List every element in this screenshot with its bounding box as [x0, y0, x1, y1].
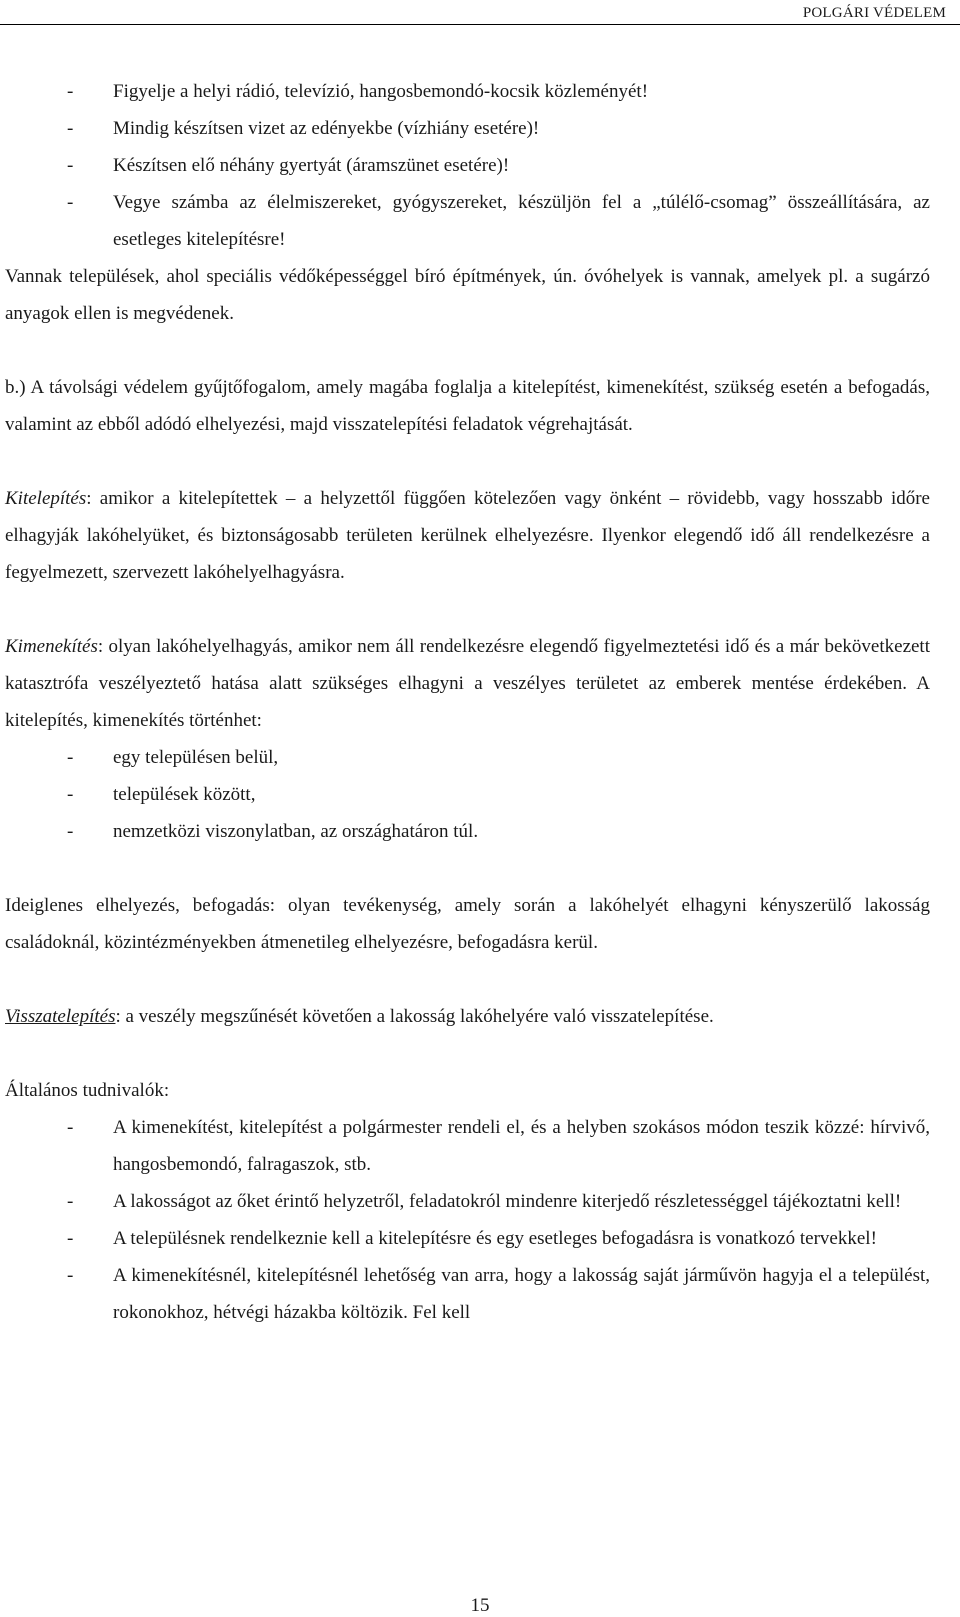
- list-item-text: egy településen belül,: [113, 747, 279, 768]
- list-item-text: Készítsen elő néhány gyertyát (áramszünet esetére)!: [113, 155, 510, 176]
- list-item-text: Figyelje a helyi rádió, televízió, hangosbemondó-kocsik közleményét!: [113, 81, 649, 102]
- kitelepites-text: : amikor a kitelepítettek – a helyzettől függően kötelezően vagy önként – rövidebb, vagy hosszabb időre elhagyják lakóhelyüket, és biztonságosabb területen kerülnek elhelyezésre. Ilyenkor elegendő idő áll rendelkezésre a fegyelmezett, szervezett lakóhelyelhagyásra.: [5, 488, 930, 583]
- list-dash: -: [67, 821, 74, 842]
- list-item: [5, 1220, 930, 1257]
- page-number: 15: [470, 1595, 490, 1616]
- preparation-list: [5, 73, 930, 258]
- visszatelepites-text: : a veszély megszűnését követően a lakosság lakóhelyére való visszatelepítése.: [115, 1006, 714, 1027]
- list-item: [5, 184, 930, 258]
- list-item-text: A kimenekítésnél, kitelepítésnél lehetőség van arra, hogy a lakosság saját járművön hagyja el a települést, rokonokhoz, hétvégi házakba költözik. Fel kell: [113, 1265, 930, 1323]
- kimenekites-text: : olyan lakóhelyelhagyás, amikor nem áll rendelkezésre elegendő figyelmeztetési idő és a már bekövetkezett katasztrófa veszélyeztető hatása alatt szükséges elhagyni a veszélyes területet az emberek mentése érdekében. A kitelepítés, kimenekítés történhet:: [5, 636, 930, 731]
- list-dash: -: [67, 192, 74, 213]
- list-item-text: települések között,: [113, 784, 256, 805]
- list-item: [5, 110, 930, 147]
- term-kimenekites: Kimenekítés: [5, 636, 98, 657]
- list-dash: -: [67, 81, 74, 102]
- kitelepites-definition: [5, 480, 930, 591]
- document-body: [5, 73, 930, 1331]
- header-divider: [0, 24, 960, 25]
- term-kitelepites: Kitelepítés: [5, 488, 87, 509]
- list-item: [5, 1183, 930, 1220]
- header-title: POLGÁRI VÉDELEM: [802, 5, 946, 21]
- list-dash: -: [67, 747, 74, 768]
- visszatelepites-definition: [5, 998, 930, 1035]
- shelters-paragraph: Vannak települések, ahol speciális védőképességgel bíró építmények, ún. óvóhelyek is vannak, amelyek pl. a sugárzó anyagok ellen is megvédenek.: [5, 266, 930, 324]
- list-item-text: A kimenekítést, kitelepítést a polgármester rendeli el, és a helyben szokásos módon teszik közzé: hírvivő, hangosbemondó, falragaszok, stb.: [113, 1117, 930, 1175]
- general-info-title: Általános tudnivalók:: [5, 1080, 170, 1101]
- list-dash: -: [67, 1265, 74, 1286]
- ideiglenes-elhelyezes-paragraph: Ideiglenes elhelyezés, befogadás: olyan tevékenység, amely során a lakóhelyét elhagyni kényszerülő lakosság családoknál, közintézményekben átmenetileg elhelyezésre, befogadásra kerül.: [5, 895, 930, 953]
- list-item: [5, 73, 930, 110]
- general-info-list: [5, 1109, 930, 1331]
- list-item-text: A településnek rendelkeznie kell a kitelepítésre és egy esetleges befogadásra is vonatkozó tervekkel!: [113, 1228, 877, 1249]
- list-item-text: A lakosságot az őket érintő helyzetről, feladatokról mindenre kiterjedő részletességgel tájékoztatni kell!: [113, 1191, 902, 1212]
- page-header: [0, 2, 960, 28]
- list-dash: -: [67, 1191, 74, 1212]
- distance-protection-paragraph: b.) A távolsági védelem gyűjtőfogalom, amely magába foglalja a kitelepítést, kimenekítést, szükség esetén a befogadás, valamint az ebből adódó elhelyezési, majd visszatelepítési feladatok végrehajtását.: [5, 377, 930, 435]
- term-visszatelepites: Visszatelepítés: [5, 1006, 116, 1027]
- list-dash: -: [67, 784, 74, 805]
- list-dash: -: [67, 118, 74, 139]
- list-dash: -: [67, 1228, 74, 1249]
- list-dash: -: [67, 155, 74, 176]
- list-item: [5, 147, 930, 184]
- list-item: [5, 776, 930, 813]
- list-item-text: nemzetközi viszonylatban, az országhatáron túl.: [113, 821, 479, 842]
- list-item: [5, 1257, 930, 1331]
- list-item-text: Mindig készítsen vizet az edényekbe (vízhiány esetére)!: [113, 118, 540, 139]
- list-dash: -: [67, 1117, 74, 1138]
- list-item: [5, 813, 930, 850]
- evacuation-scope-list: [5, 739, 930, 850]
- list-item: [5, 739, 930, 776]
- list-item: [5, 1109, 930, 1183]
- list-item-text: Vegye számba az élelmiszereket, gyógyszereket, készüljön fel a „túlélő-csomag” összeállítására, az esetleges kitelepítésre!: [113, 192, 930, 250]
- kimenekites-definition: [5, 628, 930, 739]
